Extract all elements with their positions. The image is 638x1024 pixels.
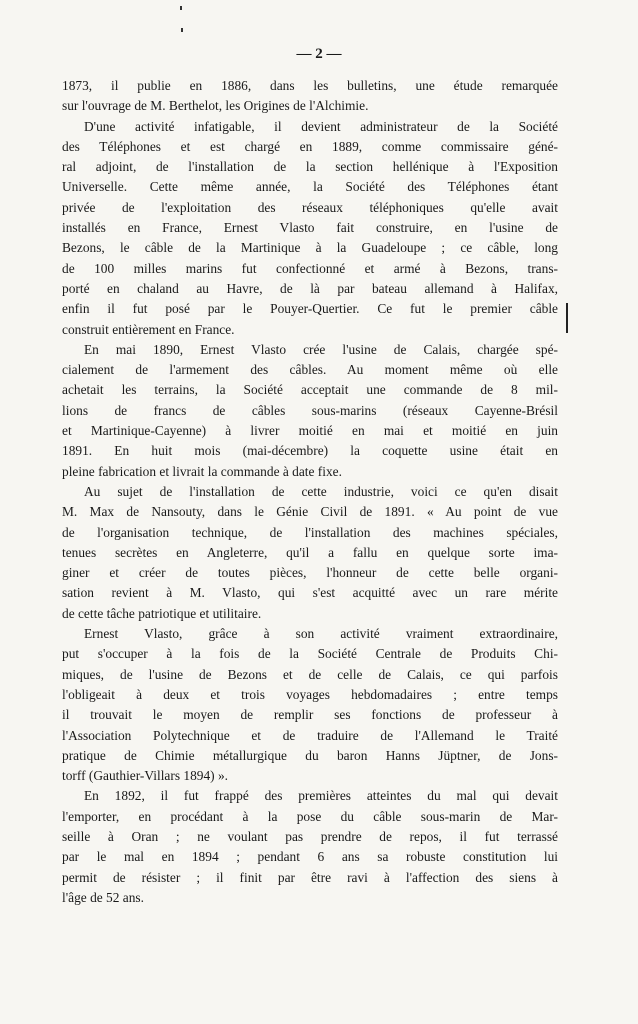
text-line: pleine fabrication et livrait la commande à date fixe.	[62, 463, 342, 479]
text-line: par le mal en 1894 ; pendant 6 ans sa robuste constitution lui	[62, 849, 558, 865]
text-line: achetait les terrains, la Société acceptait une commande de 8 mil-	[62, 382, 558, 398]
text-line: l'emporter, en procédant à la pose du câble sous-marin de Mar-	[62, 808, 558, 824]
text-line: torff (Gauthier-Villars 1894) ».	[62, 768, 229, 784]
text-line: il trouvait le moyen de remplir ses fonctions de professeur à	[62, 707, 558, 723]
text-line: M. Max de Nansouty, dans le Génie Civil de 1891. « Au point de vue	[62, 504, 558, 520]
text-line: seille à Oran ; ne voulant pas prendre de repos, il fut terrassé	[62, 828, 558, 844]
text-line: giner et créer de toutes pièces, l'honneur de cette belle organi-	[62, 565, 558, 581]
text-line: lions de francs de câbles sous-marins (réseaux Cayenne-Brésil	[62, 402, 558, 418]
text-line: cialement de l'armement des câbles. Au moment même où elle	[62, 362, 558, 378]
text-line: de 100 milles marins fut confectionné et armé à Bezons, trans-	[62, 260, 558, 276]
text-line: miques, de l'usine de Bezons et de celle de Calais, ce qui parfois	[62, 666, 558, 682]
text-line: Bezons, le câble de la Martinique à la Guadeloupe ; ce câble, long	[62, 240, 558, 256]
text-line: permit de résister ; il finit par être ravi à l'affection des siens à	[62, 869, 558, 885]
text-line: installés en France, Ernest Vlasto fait construire, en l'usine de	[62, 220, 558, 236]
ink-speck	[180, 6, 182, 10]
text-line: 1891. En huit mois (mai-décembre) la coquette usine était en	[62, 443, 558, 459]
text-line: enfin il fut posé par le Pouyer-Quertier. Ce fut le premier câble	[62, 301, 558, 317]
text-line: l'Association Polytechnique et de traduire de l'Allemand le Traité	[62, 727, 558, 743]
text-line: En 1892, il fut frappé des premières atteintes du mal qui devait	[84, 788, 558, 804]
page-number: — 2 —	[296, 46, 342, 62]
text-line: En mai 1890, Ernest Vlasto crée l'usine de Calais, chargée spé-	[84, 341, 558, 357]
margin-mark	[566, 303, 568, 333]
text-line: 1873, il publie en 1886, dans les bulletins, une étude remarquée	[62, 78, 558, 93]
body-text	[62, 76, 558, 908]
text-line: D'une activité infatigable, il devient administrateur de la Société	[84, 118, 558, 134]
text-line: Au sujet de l'installation de cette industrie, voici ce qu'en disait	[84, 483, 558, 499]
text-line: et Martinique-Cayenne) à livrer moitié en mai et moitié en juin	[62, 423, 558, 439]
text-line: Ernest Vlasto, grâce à son activité vraiment extraordinaire,	[84, 626, 558, 642]
text-line: privée de l'exploitation des réseaux téléphoniques qu'elle avait	[62, 199, 558, 215]
text-line: Universelle. Cette même année, la Société des Téléphones étant	[62, 179, 558, 195]
text-line: tenues secrètes en Angleterre, qu'il a fallu en quelque sorte ima-	[62, 544, 558, 560]
text-line: de cette tâche patriotique et utilitaire.	[62, 605, 262, 621]
text-line: des Téléphones et est chargé en 1889, comme commissaire géné-	[62, 138, 558, 154]
text-line: construit entièrement en France.	[62, 321, 235, 337]
text-line: de l'organisation technique, de l'installation des machines spéciales,	[62, 524, 558, 540]
text-line: ral adjoint, de l'installation de la section hellénique à l'Exposition	[62, 159, 558, 175]
text-line: l'âge de 52 ans.	[62, 889, 144, 905]
text-line: pratique de Chimie métallurgique du baron Hanns Jüptner, de Jons-	[62, 747, 558, 763]
text-line: l'obligeait à deux et trois voyages hebdomadaires ; entre temps	[62, 686, 558, 702]
text-line: put s'occuper à la fois de la Société Centrale de Produits Chi-	[62, 646, 558, 662]
text-line: sation revient à M. Vlasto, qui s'est acquitté avec un rare mérite	[62, 585, 558, 601]
text-line: porté en chaland au Havre, de là par bateau allemand à Halifax,	[62, 280, 558, 296]
text-line: sur l'ouvrage de M. Berthelot, les Origines de l'Alchimie.	[62, 98, 369, 114]
ink-speck	[181, 28, 183, 32]
